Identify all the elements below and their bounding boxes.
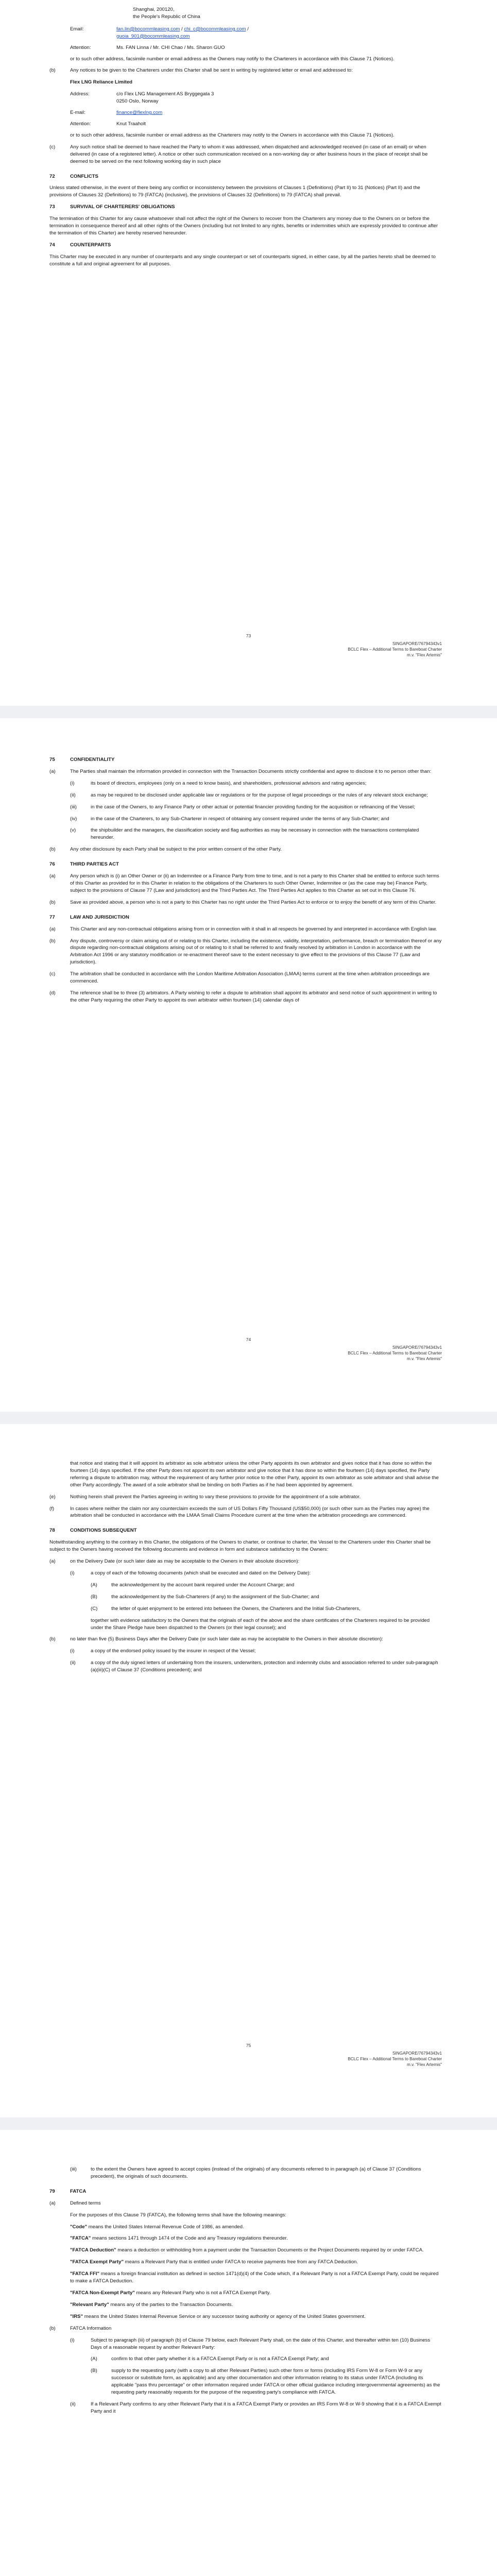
email-label: E-mail: bbox=[70, 110, 85, 116]
footer-vessel: m.v. "Flex Artemis" bbox=[407, 1357, 442, 1362]
clause-title: COUNTERPARTS bbox=[70, 242, 111, 248]
owners-address-line-1: Shanghai, 200120, bbox=[133, 7, 175, 12]
clause-78-text: Notwithstanding anything to the contrary in this Charter, the obligations of the Owners to charter, or continue to charter, the Vessel to the Charterers under this Charter shall be subject to the Owners having received the following documents and evidence in form and substance satisfactory to the Owners: bbox=[49, 1539, 431, 1553]
attention-value: Knut Traaholt bbox=[116, 121, 146, 127]
item-text: to the extent the Owners have agreed to accept copies (instead of the originals) of any documents referred to in paragraph (a) of Clause 37 (Conditions precedent), the originals of such documents. bbox=[91, 2166, 421, 2179]
clause-75-a-iii bbox=[70, 804, 442, 816]
definition-text: means the United States Internal Revenue Code of 1986, as amended. bbox=[87, 2224, 244, 2230]
clause-77-e bbox=[49, 1494, 442, 1505]
page-footer bbox=[348, 641, 442, 658]
clause-label: (a) bbox=[49, 768, 56, 774]
clause-79-b-i-B bbox=[91, 2367, 442, 2401]
item-text: supply to the requesting party (with a copy to all other Relevant Parties) such other form or forms (including IRS Form W-8 or Form W-9 or any successor or substitute form, as applicable) and any other documentation and other information relating to its status under FATCA (including its applicable "pass thru percentage" or other information required under FATCA or other official guidance including intergovernmental agreements) as the requesting party reasonably requests for the purpose of the requesting party's compliance with FATCA. bbox=[111, 2368, 440, 2396]
clause-label: (d) bbox=[49, 990, 56, 996]
item-text: the acknowledgement by the Sub-Charterers (if any) to the assignment of the Sub-Charter; and bbox=[111, 1594, 319, 1600]
page-footer bbox=[348, 1345, 442, 1362]
clause-71-b bbox=[49, 67, 442, 79]
page-number: 74 bbox=[246, 1337, 251, 1342]
clause-78-a-i-B bbox=[91, 1594, 442, 1605]
clause-title: SURVIVAL OF CHARTERERS' OBLIGATIONS bbox=[70, 204, 175, 210]
item-label: (C) bbox=[91, 1605, 98, 1612]
clause-text: Any person which is (i) an Other Owner or (ii) an Indemnitee or a Finance Party from time to time, and is not a party to this Charter shall be entitled to enforce such terms of this Charter as provided for in this Charter in relation to the obligations of the Charterers to such Other Owner, Indemnitee or (as the case may be) Finance Party, subject to the provisions of Clause 77 (Law and jurisdiction) and the Third Parties Act. The Third Parties Act applies to this Charter as set out in this Clause 76. bbox=[70, 873, 439, 893]
item-label: (v) bbox=[70, 827, 76, 834]
item-label: (i) bbox=[70, 2337, 75, 2343]
definition-text: means a deduction or withholding from a payment under the Transaction Documents or the Project Documents required by or under FATCA. bbox=[116, 2247, 424, 2253]
item-label: (iii) bbox=[70, 2166, 77, 2172]
footer-vessel: m.v. "Flex Artemis" bbox=[407, 2062, 442, 2067]
clause-71-c bbox=[49, 144, 442, 170]
clause-number: 76 bbox=[49, 861, 55, 868]
clause-78-together-text: together with evidence satisfactory to the Owners that the originals of each of the above and the share certificates of the Charterers required to be provided under the Share Pledge have been dispatched to the Owners (or their legal counsel); and bbox=[91, 1617, 430, 1631]
item-text: Subject to paragraph (iii) of paragraph (b) of Clause 79 below, each Relevant Party shall, on the date of this Charter, and thereafter within ten (10) Business Days of a reasonable request by another Relevant Party: bbox=[91, 2337, 431, 2350]
clause-label: (b) bbox=[49, 846, 56, 853]
clause-number: 77 bbox=[49, 914, 55, 920]
clause-text: Any notices to be given to the Charterers under this Charter shall be sent in writing by registered letter or email and addressed to: bbox=[70, 67, 353, 74]
email-link-fan[interactable]: fan.lin@bocommleasing.com bbox=[116, 26, 180, 32]
clause-78-a bbox=[49, 1558, 442, 1570]
clause-subtitle: Defined terms bbox=[70, 2200, 101, 2206]
clause-label: (b) bbox=[49, 67, 56, 74]
definition-term: "FATCA Non-Exempt Party" bbox=[70, 2290, 135, 2296]
clause-79-heading bbox=[49, 2188, 442, 2200]
clause-79-a bbox=[49, 2200, 442, 2212]
clause-75-b bbox=[49, 846, 442, 858]
clause-label: (f) bbox=[49, 1505, 55, 1512]
address-line-1: c/o Flex LNG Management AS Bryggegata 3 bbox=[116, 91, 214, 97]
clause-75-a-v bbox=[70, 827, 442, 846]
clause-79-b-ii bbox=[70, 2401, 442, 2420]
clause-75-a-ii bbox=[70, 792, 442, 804]
item-text: confirm to that other party whether it is a FATCA Exempt Party or is not a FATCA Exempt Party; and bbox=[111, 2356, 329, 2362]
clause-text: The Parties shall maintain the information provided in connection with the Transaction Documents strictly confidential and agree to disclose it to no person other than: bbox=[70, 768, 432, 774]
clause-78-heading bbox=[49, 1527, 442, 1539]
clause-78-b bbox=[49, 1636, 442, 1648]
clause-label: (a) bbox=[49, 2200, 56, 2206]
email-separator: / bbox=[246, 26, 249, 32]
item-text: in the case of the Charterers, to any Sub-Charterer in respect of obtaining any consent required under the terms of any Sub-Charter; and bbox=[91, 816, 389, 822]
clause-79-b bbox=[49, 2325, 442, 2337]
clause-text: The arbitration shall be conducted in accordance with the London Maritime Arbitration Association (LMAA) terms current at the time when arbitration proceedings are commenced. bbox=[70, 971, 430, 985]
clause-72-heading bbox=[49, 173, 442, 185]
clause-number: 78 bbox=[49, 1528, 55, 1534]
clause-78-a-i-A bbox=[91, 1582, 442, 1594]
footer-vessel: m.v. "Flex Artemis" bbox=[407, 653, 442, 658]
item-text: a copy of the duly signed letters of undertaking from the insurers, underwriters, protection and indemnity clubs and association referred to under sub-paragraph (a)(iii)(C) of Clause 37 (Conditions precedent); and bbox=[91, 1660, 438, 1673]
definition-fatca-deduction bbox=[70, 2247, 442, 2254]
attention-label: Attention: bbox=[70, 121, 91, 127]
address-label: Address: bbox=[70, 91, 90, 97]
charterer-email-row bbox=[70, 109, 442, 116]
clause-76-a bbox=[49, 873, 442, 899]
clause-77-d-continued: that notice and stating that it will appoint its arbitrator as sole arbitrator unless the other Party appoints its own arbitrator and gives notice that it has done so within the fourteen (14) days specified. If the other Party does not appoint its own arbitrator and give notice that it has done so within the fourteen (14) days specified, the Party referring a dispute to arbitration may, without the requirement of any further prior notice to the other Party, appoint its own arbitrator as sole arbitrator and shall advise the other Party accordingly. The award of a sole arbitrator shall be binding on both Parties as if he had been appointed by agreement. bbox=[70, 1461, 439, 1488]
item-text: its board of directors, employees (only on a need to know basis), and shareholders, professional advisors and rating agencies; bbox=[91, 780, 367, 786]
clause-label: (e) bbox=[49, 1494, 56, 1500]
item-text: a copy of the endorsed policy issued by the insurer in respect of the Vessel; bbox=[91, 1648, 256, 1654]
charterer-attention-row bbox=[70, 121, 442, 128]
item-text: the shipbuilder and the managers, the classification society and flag authorities as may be necessary in connection with the transactions contemplated hereunder. bbox=[91, 827, 419, 841]
item-label: (ii) bbox=[70, 1660, 76, 1666]
clause-number: 79 bbox=[49, 2188, 55, 2194]
clause-74-heading bbox=[49, 242, 442, 253]
clause-76-b bbox=[49, 899, 442, 911]
clause-number: 75 bbox=[49, 757, 55, 762]
item-text: in the case of the Owners, to any Finance Party or other actual or potential financier providing funding for the acquisition or refinancing of the Vessel; bbox=[91, 804, 415, 810]
clause-75-a-iv bbox=[70, 816, 442, 827]
owners-notice-paragraph: or to such other address, facsimile number or email address as the Owners may notify to the Charterers in accordance with this Clause 71 (Notices). bbox=[70, 56, 395, 62]
definition-term: "Relevant Party" bbox=[70, 2301, 109, 2308]
clause-text: Any dispute, controversy or claim arising out of or relating to this Charter, including the existence, validity, interpretation, performance, breach or termination thereof or any dispute regarding non-contractual obligations arising out of or relating to it shall be referred to and finally resolved by arbitration in London in accordance with the Arbitration Act 1996 or any statutory modification or re-enactment thereof save to the extent necessary to give effect to the provisions of this Clause 77 (Law and jurisdiction). bbox=[70, 938, 442, 965]
email-separator: / bbox=[180, 26, 184, 32]
clause-77-a bbox=[49, 926, 442, 938]
definition-text: means any Relevant Party who is not a FATCA Exempt Party. bbox=[134, 2290, 271, 2296]
clause-label: (c) bbox=[49, 971, 56, 977]
clause-73-text: The termination of this Charter for any cause whatsoever shall not affect the right of the Owners to recover from the Charterers any money due to the Owners on or before the termination in consequence thereof and all other rights of the Owners (including but not limited to any rights, benefits or indemnities which are expressly provided to continue after the termination of this Charter) are hereby reserved hereunder. bbox=[49, 216, 438, 236]
clause-75-heading bbox=[49, 756, 442, 768]
clause-label: (a) bbox=[49, 926, 56, 932]
item-text: the letter of quiet enjoyment to be entered into between the Owners, the Charterers and the Initial Sub-Charterers, bbox=[111, 1605, 361, 1612]
definition-term: "FATCA Exempt Party" bbox=[70, 2259, 124, 2265]
clause-text: no later than five (5) Business Days after the Delivery Date (or such later date as may be acceptable to the Owners in their absolute discretion): bbox=[70, 1636, 383, 1642]
attention-value: Ms. FAN Linna / Mr. CHI Chao / Ms. Sharon GUO bbox=[116, 44, 225, 50]
clause-title: CONFLICTS bbox=[70, 173, 98, 179]
attention-label: Attention: bbox=[70, 44, 91, 50]
page-number: 73 bbox=[246, 633, 251, 638]
item-label: (i) bbox=[70, 1648, 75, 1654]
footer-ref: SINGAPORE/76794343v1 bbox=[392, 1345, 442, 1350]
clause-72-text: Unless stated otherwise, in the event of there being any conflict or inconsistency between the provisions of Clauses 1 (Definitions) (Part II) to 31 (Notices) (Part II) and the provisions of Clauses 32 (Definitions) to 79 (FATCA) (inclusive), the provisions of Clauses 32 (Definitions) to 79 (FATCA) shall prevail. bbox=[49, 185, 420, 198]
item-text: as may be required to be disclosed under applicable law or regulations or for the purpose of legal proceedings or the rules of any relevant stock exchange; bbox=[91, 792, 428, 798]
definition-fatca-non-exempt-party bbox=[70, 2290, 442, 2297]
clause-text: on the Delivery Date (or such later date as may be acceptable to the Owners in their absolute discretion): bbox=[70, 1558, 300, 1565]
page-73 bbox=[0, 0, 497, 706]
clause-77-c bbox=[49, 971, 442, 990]
clause-label: (b) bbox=[49, 2325, 56, 2331]
page-gap bbox=[0, 2117, 497, 2130]
page-footer bbox=[348, 2050, 442, 2067]
footer-doc: BCLC Flex – Additional Terms to Bareboat Charter bbox=[348, 2057, 442, 2062]
item-text: If a Relevant Party confirms to any other Relevant Party that it is a FATCA Exempt Party or provides an IRS Form W-8 or W-9 showing that it is a FATCA Exempt Party and it bbox=[91, 2401, 441, 2414]
clause-75-a bbox=[49, 768, 442, 780]
item-label: (B) bbox=[91, 1594, 97, 1600]
email-link-chi[interactable]: chi_c@bocommleasing.com bbox=[184, 26, 246, 32]
clause-79-b-i-A bbox=[91, 2355, 442, 2367]
definition-text: means the United States Internal Revenue Service or any successor taxing authority or agency of the United States government. bbox=[83, 2313, 366, 2319]
definition-text: means any of the parties to the Transaction Documents. bbox=[109, 2301, 233, 2308]
charterer-notice-paragraph: or to such other address, facsimile number or email address as the Charterers may notify to the Owners in accordance with this Clause 71 (Notices). bbox=[70, 132, 395, 138]
clause-label: (a) bbox=[49, 1558, 56, 1565]
email-link-guo[interactable]: guoia_901@bocommleasing.com bbox=[116, 33, 190, 39]
clause-title: LAW AND JURISDICTION bbox=[70, 914, 129, 920]
charterer-name: Flex LNG Reliance Limited bbox=[70, 79, 133, 86]
clause-text: Any such notice shall be deemed to have reached the Party to whom it was addressed, when dispatched and acknowledged received (in case of an email) or when delivered (in case of a registered letter). A notice or other such communication received on a non-working day or after business hours in the place of receipt shall be deemed to be served on the next following working day in such place bbox=[70, 144, 428, 164]
page-gap bbox=[0, 1412, 497, 1424]
owners-attention-row bbox=[70, 44, 442, 52]
clause-title: CONDITIONS SUBSEQUENT bbox=[70, 1528, 137, 1534]
clause-78-a-i-C bbox=[91, 1605, 442, 1617]
email-label: Email: bbox=[70, 26, 84, 32]
page-76 bbox=[0, 2130, 497, 2576]
clause-label: (b) bbox=[49, 938, 56, 944]
item-label: (iv) bbox=[70, 816, 77, 822]
clause-text: This Charter and any non-contractual obligations arising from or in connection with it shall in all respects be governed by and interpreted in accordance with English law. bbox=[70, 926, 437, 932]
footer-doc: BCLC Flex – Additional Terms to Bareboat Charter bbox=[348, 1351, 442, 1356]
item-label: (B) bbox=[91, 2368, 97, 2374]
owners-email-row bbox=[70, 26, 442, 40]
item-label: (A) bbox=[91, 2356, 97, 2362]
clause-title: FATCA bbox=[70, 2188, 87, 2194]
footer-ref: SINGAPORE/76794343v1 bbox=[392, 2051, 442, 2056]
clause-78-a-i bbox=[70, 1570, 442, 1582]
definition-term: "Code" bbox=[70, 2224, 88, 2230]
clause-label: (b) bbox=[49, 1636, 56, 1642]
clause-subtitle: FATCA Information bbox=[70, 2325, 112, 2331]
definition-text: means a Relevant Party that is entitled under FATCA to receive payments free from any FATCA Deduction. bbox=[124, 2259, 358, 2265]
footer-ref: SINGAPORE/76794343v1 bbox=[392, 641, 442, 646]
clause-78-b-ii bbox=[70, 1659, 442, 1679]
clause-label: (c) bbox=[49, 144, 56, 150]
definition-fatca-exempt-party bbox=[70, 2259, 442, 2266]
clause-number: 72 bbox=[49, 173, 55, 179]
definition-relevant-party bbox=[70, 2301, 442, 2309]
clause-76-heading bbox=[49, 861, 442, 873]
definition-fatca-ffi bbox=[70, 2270, 442, 2285]
clause-label: (a) bbox=[49, 873, 56, 879]
clause-79-intro: For the purposes of this Clause 79 (FATCA), the following terms shall have the following meanings: bbox=[70, 2212, 287, 2218]
definition-term: "FATCA FFI" bbox=[70, 2271, 100, 2277]
clause-title: THIRD PARTIES ACT bbox=[70, 861, 119, 868]
email-link-finance[interactable]: finance@flexlng.com bbox=[116, 110, 163, 116]
item-label: (i) bbox=[70, 1570, 75, 1576]
clause-text: The reference shall be to three (3) arbitrators. A Party wishing to refer a dispute to arbitration shall appoint its arbitrator and send notice of such appointment in writing to the other Party requiring the other Party to appoint its own arbitrator within fourteen (14) calendar days of bbox=[70, 990, 437, 1003]
item-label: (ii) bbox=[70, 2401, 76, 2407]
clause-75-a-i bbox=[70, 780, 442, 792]
clause-73-heading bbox=[49, 204, 442, 215]
clause-title: CONFIDENTIALITY bbox=[70, 757, 115, 762]
definition-fatca bbox=[70, 2235, 442, 2242]
footer-doc: BCLC Flex – Additional Terms to Bareboat Charter bbox=[348, 647, 442, 652]
definition-text: means a foreign financial institution as defined in section 1471(d)(4) of the Code which, if a Relevant Party is not a FATCA Exempt Party, could be required to make a FATCA Deduction. bbox=[70, 2271, 439, 2284]
definition-term: "FATCA" bbox=[70, 2235, 91, 2242]
item-label: (ii) bbox=[70, 792, 76, 798]
clause-77-f bbox=[49, 1505, 442, 1524]
address-line-2: 0250 Oslo, Norway bbox=[116, 98, 159, 105]
page-74 bbox=[0, 718, 497, 1412]
item-text: a copy of each of the following documents (which shall be executed and dated on the Delivery Date): bbox=[91, 1570, 311, 1576]
clause-number: 73 bbox=[49, 204, 55, 210]
clause-text: Nothing herein shall prevent the Parties agreeing in writing to vary these provisions to provide for the appointment of a sole arbitrator. bbox=[70, 1494, 361, 1500]
clause-78-b-iii bbox=[70, 2166, 442, 2185]
clause-label: (b) bbox=[49, 899, 56, 905]
clause-text: Any other disclosure by each Party shall be subject to the prior written consent of the other Party. bbox=[70, 846, 282, 853]
definition-code bbox=[70, 2224, 442, 2231]
item-label: (A) bbox=[91, 1582, 97, 1588]
clause-77-heading bbox=[49, 914, 442, 926]
clause-text: In cases where neither the claim nor any counterclaim exceeds the sum of US Dollars Fifty Thousand (US$50,000) (or such other sum as the Parties may agree) the arbitration shall be conducted in accordance with the LMAA Small Claims Procedure current at the time when the arbitration proceedings are commenced. bbox=[70, 1505, 430, 1519]
clause-78-b-i bbox=[70, 1648, 442, 1659]
clause-77-b bbox=[49, 938, 442, 971]
definition-text: means sections 1471 through 1474 of the Code and any Treasury regulations thereunder. bbox=[91, 2235, 288, 2242]
page-gap bbox=[0, 706, 497, 718]
item-label: (i) bbox=[70, 780, 75, 786]
owners-address-line-2: the People's Republic of China bbox=[133, 13, 200, 20]
definition-term: "FATCA Deduction" bbox=[70, 2247, 116, 2253]
clause-74-text: This Charter may be executed in any number of counterparts and any single counterpart or set of counterparts signed, in either case, by all the parties hereto shall be deemed to constitute a full and original agreement for all purposes. bbox=[49, 253, 436, 267]
item-text: the acknowledgement by the account bank required under the Account Charge; and bbox=[111, 1582, 295, 1588]
definition-irs bbox=[70, 2313, 442, 2320]
clause-79-b-i bbox=[70, 2337, 442, 2356]
charterer-address-row bbox=[70, 91, 442, 105]
clause-text: Save as provided above, a person who is not a party to this Charter has no right under the Third Parties Act to enforce or to enjoy the benefit of any term of this Charter. bbox=[70, 899, 437, 905]
page-number: 75 bbox=[246, 2043, 251, 2048]
clause-77-d bbox=[49, 990, 442, 1009]
page-75 bbox=[0, 1424, 497, 2117]
definition-term: "IRS" bbox=[70, 2313, 83, 2319]
clause-number: 74 bbox=[49, 242, 55, 248]
item-label: (iii) bbox=[70, 804, 77, 810]
